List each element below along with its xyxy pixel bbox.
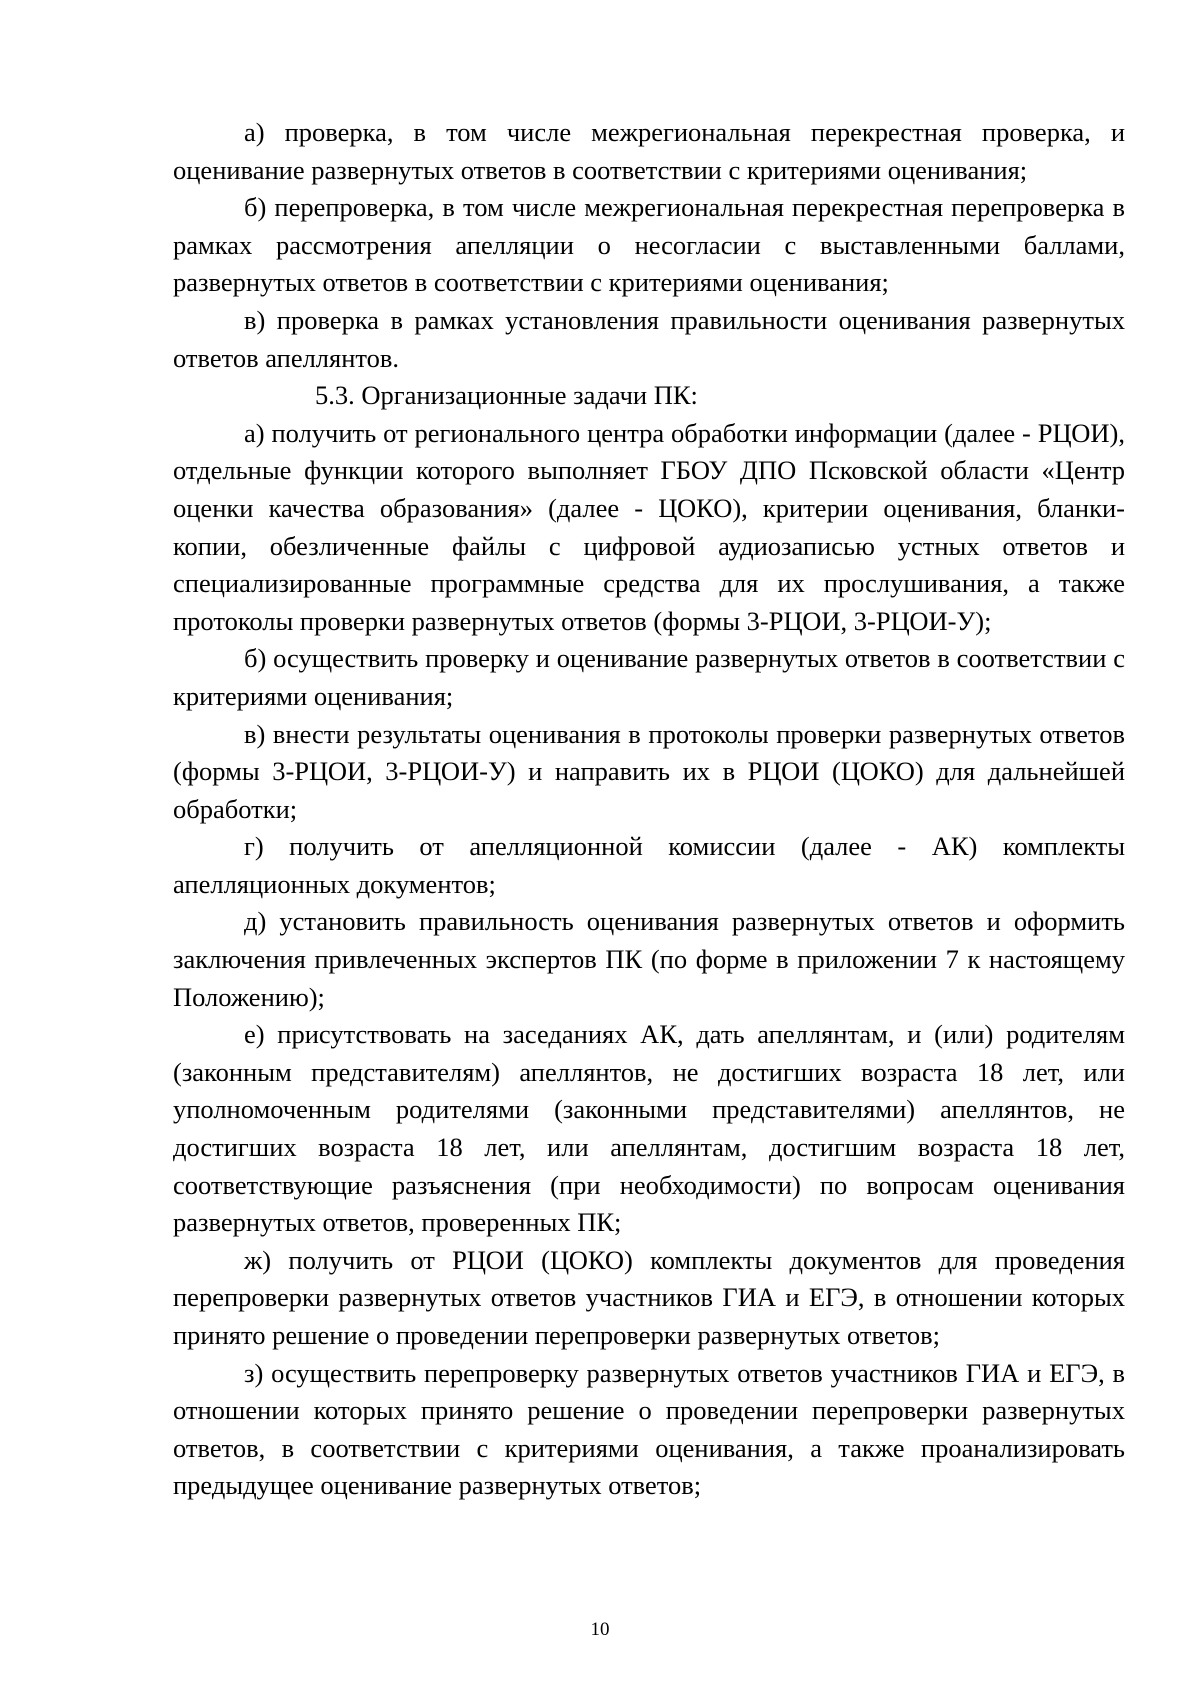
paragraph-task-zh: ж) получить от РЦОИ (ЦОКО) комплекты документов для проведения перепроверки развернутых ответов участников ГИА и ЕГЭ, в отношении которых принято решение о проведении перепроверки развернутых ответов; xyxy=(173,1244,1125,1350)
page-number: 10 xyxy=(590,1619,610,1640)
section-heading: 5.3. Организационные задачи ПК: xyxy=(315,380,698,411)
paragraph-task-g: г) получить от апелляционной комиссии (далее - АК) комплекты апелляционных документов; xyxy=(173,831,1125,899)
paragraph-task-d: д) установить правильность оценивания развернутых ответов и оформить заключения привлеченных экспертов ПК (по форме в приложении 7 к настоящему Положению); xyxy=(173,906,1125,1012)
paragraph-item-v-appeal-check: в) проверка в рамках установления правильности оценивания развернутых ответов апеллянтов. xyxy=(173,304,1125,373)
document-body xyxy=(173,114,1125,1505)
paragraph-item-a-check: а) проверка, в том числе межрегиональная перекрестная проверка, и оценивание развернутых ответов в соответствии с критериями оценивания; xyxy=(173,117,1125,185)
paragraph-task-z: з) осуществить перепроверку развернутых ответов участников ГИА и ЕГЭ, в отношении которых принято решение о проведении перепроверки развернутых ответов, в соответствии с критериями оценивания, а также проанализировать предыдущее оценивание развернутых ответов; xyxy=(173,1357,1125,1501)
paragraph-task-b: б) осуществить проверку и оценивание развернутых ответов в соответствии с критериями оценивания; xyxy=(173,643,1125,711)
paragraph-item-b-recheck: б) перепроверка, в том числе межрегиональная перекрестная перепроверка в рамках рассмотрения апелляции о несогласии с выставленными баллами, развернутых ответов в соответствии с критериями оценивания; xyxy=(173,192,1125,298)
paragraph-task-a: а) получить от регионального центра обработки информации (далее - РЦОИ), отдельные функции которого выполняет ГБОУ ДПО Псковской области «Центр оценки качества образования» (далее - ЦОКО), критерии оценивания, бланки-копии, обезличенные файлы с цифровой аудиозаписью устных ответов и специализированные программные средства для их прослушивания, а также протоколы проверки развернутых ответов (формы 3-РЦОИ, 3-РЦОИ-У); xyxy=(173,417,1125,636)
paragraph-task-e: е) присутствовать на заседаниях АК, дать апеллянтам, и (или) родителям (законным представителям) апеллянтов, не достигших возраста 18 лет, или уполномоченным родителями (законными представителями) апеллянтов, не достигших возраста 18 лет, или апеллянтам, достигшим возраста 18 лет, соответствующие разъяснения (при необходимости) по вопросам оценивания развернутых ответов, проверенных ПК; xyxy=(173,1019,1125,1238)
paragraph-task-v: в) внести результаты оценивания в протоколы проверки развернутых ответов (формы 3-РЦОИ, 3-РЦОИ-У) и направить их в РЦОИ (ЦОКО) для дальнейшей обработки; xyxy=(173,718,1125,824)
